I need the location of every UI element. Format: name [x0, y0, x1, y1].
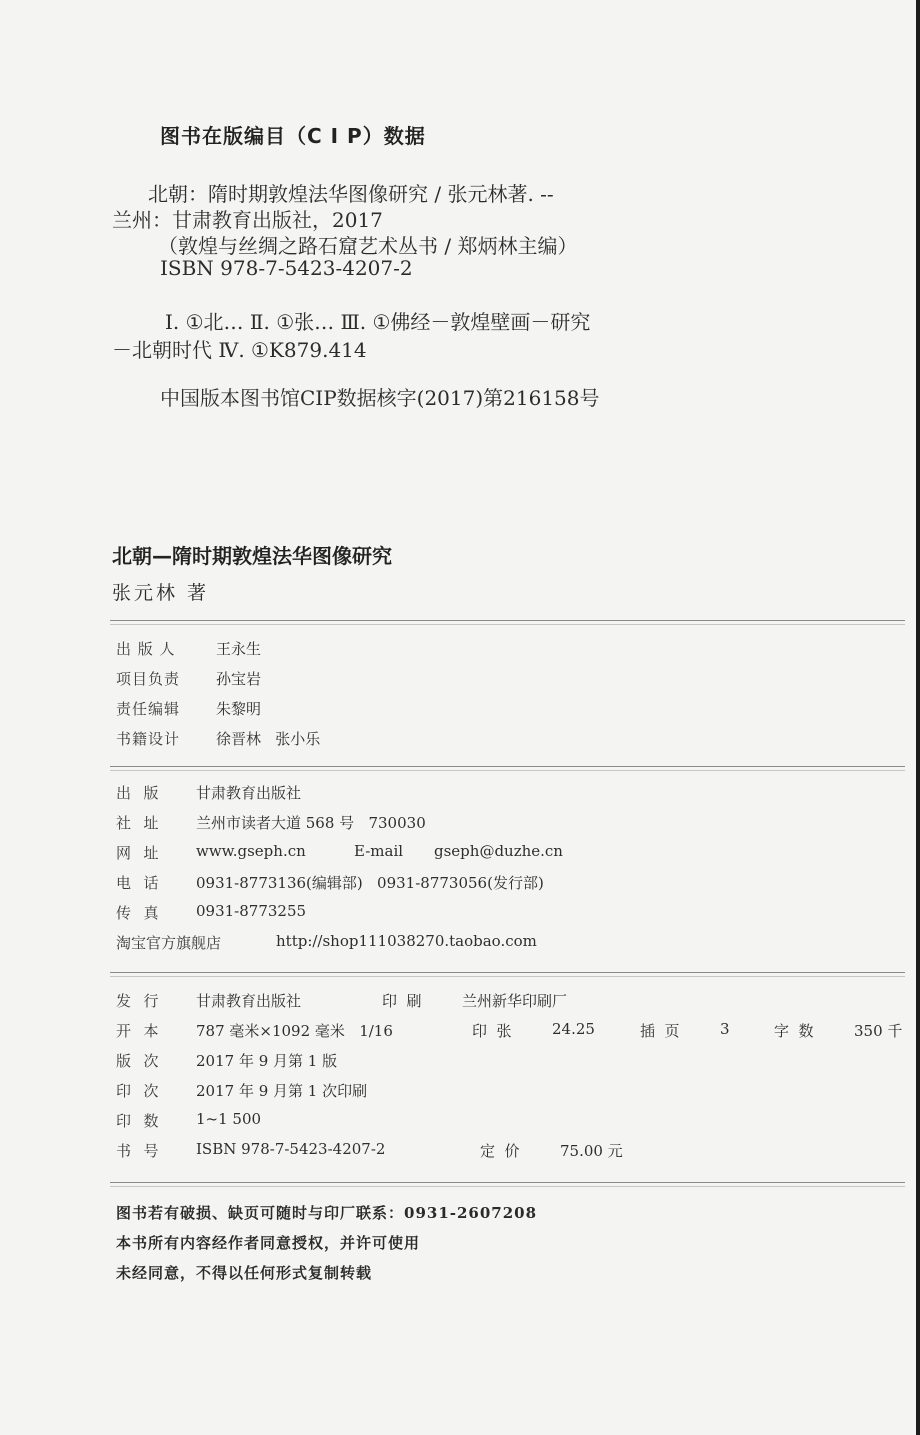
distribution: 甘肃教育出版社 [196, 992, 302, 1010]
cip-line-isbn: ISBN 978-7-5423-4207-2 [160, 256, 413, 280]
design-label: 书籍设计 [116, 730, 181, 748]
address-label: 社 址 [116, 814, 160, 832]
sheets-label: 印 张 [472, 1022, 512, 1040]
price-label: 定 价 [480, 1142, 520, 1160]
copy-notice: 未经同意，不得以任何形式复制转载 [116, 1264, 373, 1282]
format: 787 毫米×1092 毫米 1/16 [196, 1022, 393, 1040]
address: 兰州市读者大道 568 号 730030 [196, 814, 426, 832]
copies-label: 印 数 [116, 1112, 160, 1130]
cip-line-title: 北朝：隋时期敦煌法华图像研究 / 张元林著. -- [148, 182, 554, 206]
inserts: 3 [720, 1020, 730, 1038]
cip-line-classification: Ⅰ. ①北… Ⅱ. ①张… Ⅲ. ①佛经－敦煌壁画－研究 [165, 310, 591, 334]
price: 75.00 元 [560, 1142, 623, 1160]
edition: 2017 年 9 月第 1 版 [196, 1052, 338, 1070]
book-title: 北朝—隋时期敦煌法华图像研究 [112, 544, 392, 568]
word-count: 350 千 [854, 1022, 903, 1040]
taobao-link[interactable]: http://shop111038270.taobao.com [276, 932, 537, 950]
web-label: 网 址 [116, 844, 160, 862]
divider [110, 972, 905, 973]
publisher-person: 王永生 [216, 640, 262, 658]
fax: 0931-8773255 [196, 902, 307, 920]
cip-line-classification-cont: －北朝时代 Ⅳ. ①K879.414 [112, 338, 367, 362]
divider [110, 766, 905, 767]
impression: 2017 年 9 月第 1 次印刷 [196, 1082, 368, 1100]
phone: 0931-8773136(编辑部) 0931-8773056(发行部) [196, 874, 544, 892]
email-label: E-mail [354, 842, 404, 860]
fax-label: 传 真 [116, 904, 160, 922]
cip-line-record-number: 中国版本图书馆CIP数据核字(2017)第216158号 [160, 386, 600, 410]
pub-name: 甘肃教育出版社 [196, 784, 302, 802]
publisher-person-label: 出 版 人 [116, 640, 176, 658]
damage-notice: 图书若有破损、缺页可随时与印厂联系：0931-2607208 [116, 1204, 538, 1222]
cip-heading: 图书在版编目（C I P）数据 [160, 124, 426, 148]
edition-label: 版 次 [116, 1052, 160, 1070]
printer-label: 印 刷 [382, 992, 422, 1010]
email-link[interactable]: gseph@duzhe.cn [434, 842, 563, 860]
isbn: ISBN 978-7-5423-4207-2 [196, 1140, 386, 1158]
taobao-label: 淘宝官方旗舰店 [116, 934, 222, 952]
website-link[interactable]: www.gseph.cn [196, 842, 306, 860]
page-edge [916, 0, 920, 1435]
printer: 兰州新华印刷厂 [462, 992, 568, 1010]
cip-line-series: （敦煌与丝绸之路石窟艺术丛书 / 郑炳林主编） [158, 234, 578, 258]
pub-label: 出 版 [116, 784, 160, 802]
impression-label: 印 次 [116, 1082, 160, 1100]
copies: 1~1 500 [196, 1110, 262, 1128]
book-author: 张元林 著 [112, 582, 210, 604]
distribution-label: 发 行 [116, 992, 160, 1010]
isbn-label: 书 号 [116, 1142, 160, 1160]
format-label: 开 本 [116, 1022, 160, 1040]
editor-label: 责任编辑 [116, 700, 181, 718]
word-count-label: 字 数 [774, 1022, 814, 1040]
sheets: 24.25 [552, 1020, 595, 1038]
editor: 朱黎明 [216, 700, 262, 718]
project-lead: 孙宝岩 [216, 670, 262, 688]
divider [110, 620, 905, 621]
inserts-label: 插 页 [640, 1022, 680, 1040]
designer: 徐晋林 张小乐 [216, 730, 321, 748]
cip-line-publisher: 兰州：甘肃教育出版社，2017 [112, 208, 383, 232]
phone-label: 电 话 [116, 874, 160, 892]
divider [110, 1182, 905, 1183]
rights-notice: 本书所有内容经作者同意授权，并许可使用 [116, 1234, 421, 1252]
project-lead-label: 项目负责 [116, 670, 181, 688]
